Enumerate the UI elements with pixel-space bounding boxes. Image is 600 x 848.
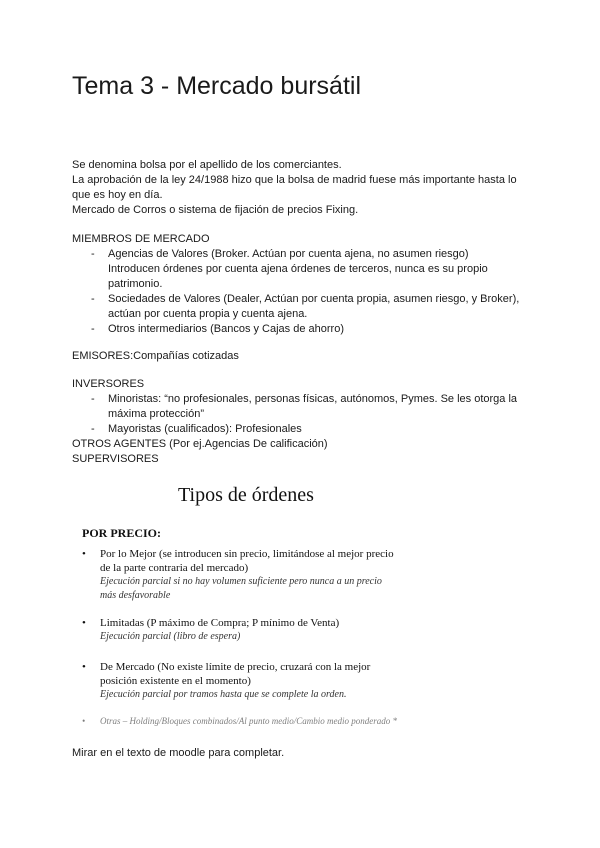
page-title: Tema 3 - Mercado bursátil (72, 72, 362, 100)
dash-bullet: - (91, 423, 95, 435)
ordenes-title: Tipos de órdenes (178, 484, 314, 506)
tipos-ordenes-image (82, 484, 412, 730)
list-item: - Agencias de Valores (Broker. Actúan por cuenta ajena, no asumen riesgo) Introducen órdenes por cuenta ajena órdenes de terceros, nunca es su propio patrimonio. (91, 248, 488, 290)
dash-bullet: - (91, 393, 95, 405)
list-item: - Otros intermediarios (Bancos y Cajas de ahorro) (91, 323, 344, 335)
emisores-line: EMISORES:Compañías cotizadas (72, 350, 239, 362)
otros-agentes-line: OTROS AGENTES (Por ej.Agencias De calificación) (72, 438, 328, 450)
bullet-icon: • (82, 661, 86, 673)
miembros-heading: MIEMBROS DE MERCADO (72, 233, 210, 245)
dash-bullet: - (91, 293, 95, 305)
bullet-icon: • (82, 548, 86, 560)
bullet-icon: • (82, 617, 86, 629)
list-item: - Mayoristas (cualificados): Profesionales (91, 423, 302, 435)
list-item: - Minoristas: “no profesionales, personas físicas, autónomos, Pymes. Se les otorga la máxima protección” (91, 393, 518, 420)
inversores-list (72, 392, 517, 437)
intro-line-4: Mercado de Corros o sistema de fijación de precios Fixing. (72, 204, 359, 216)
intro-line-1: Se denomina bolsa por el apellido de los comerciantes. (72, 159, 342, 171)
intro-line-3: que es hoy en día. (72, 189, 163, 201)
orden-item: • Limitadas (P máximo de Compra; P mínimo de Venta) Ejecución parcial (libro de espera) (82, 617, 340, 642)
intro-line-2: La aprobación de la ley 24/1988 hizo que la bolsa de madrid fuese más importante hasta lo (72, 174, 517, 186)
ordenes-subtitle: POR PRECIO: (82, 526, 161, 540)
supervisores-line: SUPERVISORES (72, 453, 159, 465)
footer-note: Mirar en el texto de moodle para completar. (72, 747, 285, 759)
bullet-icon: • (82, 716, 86, 726)
dash-bullet: - (91, 248, 95, 260)
orden-item: • De Mercado (No existe límite de precio, cruzará con la mejor posición existente en el momento) Ejecución parcial por tramos hasta que se complete la orden. (82, 661, 371, 700)
dash-bullet: - (91, 323, 95, 335)
list-item: - Sociedades de Valores (Dealer, Actúan por cuenta propia, asumen riesgo, y Broker), actúan por cuenta propia y cuenta ajena. (91, 293, 520, 320)
miembros-list (72, 247, 519, 337)
inversores-heading: INVERSORES (72, 378, 145, 390)
orden-item-faded: • Otras – Holding/Bloques combinados/Al punto medio/Cambio medio ponderado * (82, 716, 397, 726)
orden-item: • Por lo Mejor (se introducen sin precio, limitándose al mejor precio de la parte contraria del mercado) Ejecución parcial si no hay volumen suficiente pero nunca a un precio más desfavorable (82, 548, 394, 601)
